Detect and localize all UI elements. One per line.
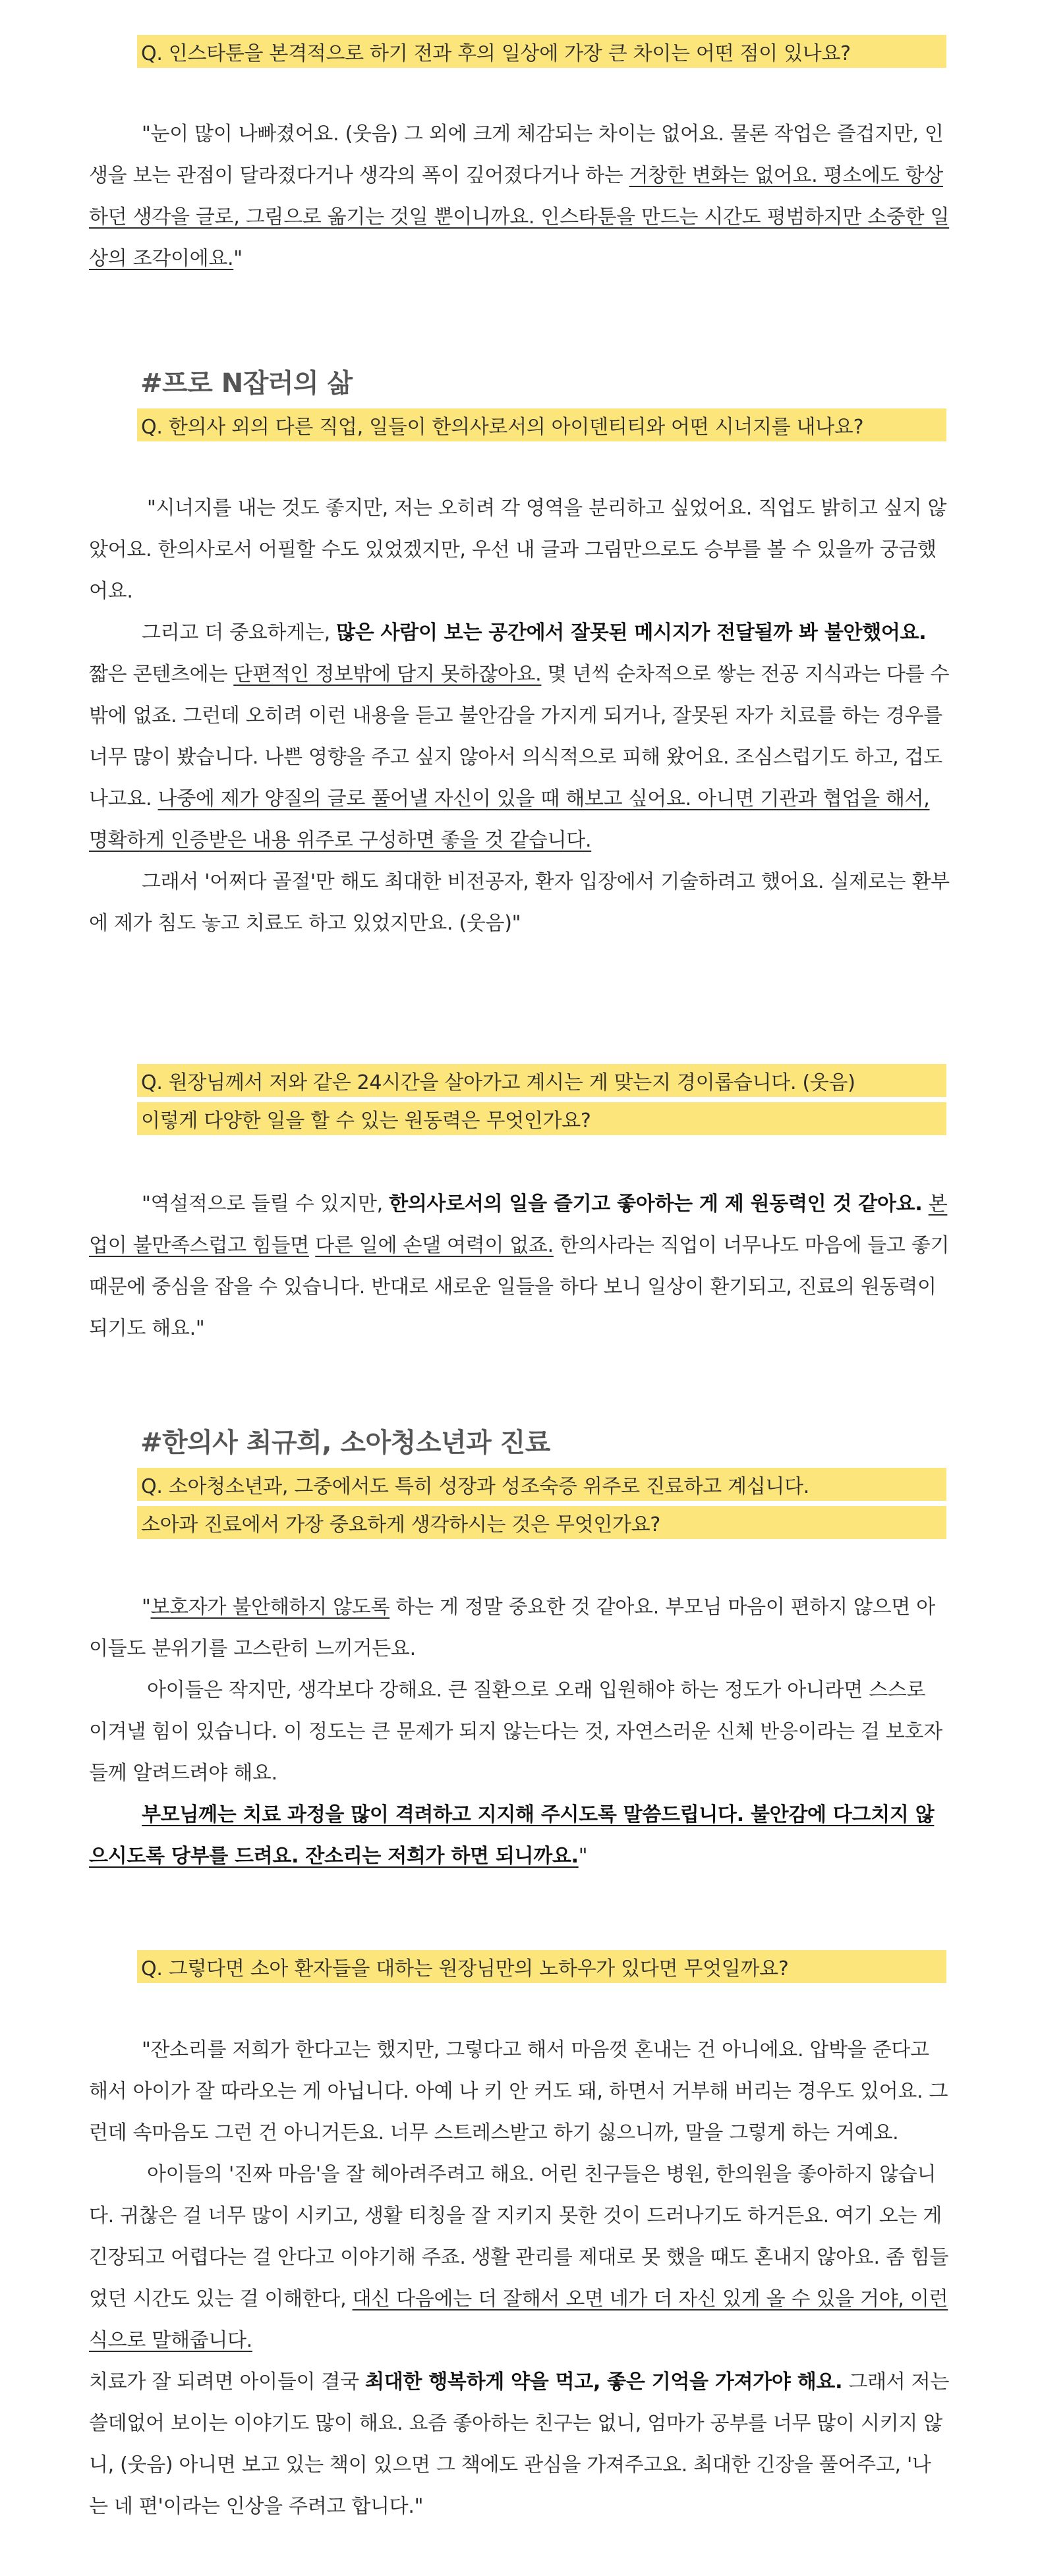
answer-paragraph: 치료가 잘 되려면 아이들이 결국 최대한 행복하게 약을 먹고, 좋은 기억을 가져가야 해요. 그래서 저는 쓸데없어 보이는 이야기도 많이 해요. 요즘 좋아하는 친구는 없니, 엄마가 공부를 너무 많이 시키지 않니, (웃음) 아니면 보고 있는 책이 있으면 그 책에도 관심을 가져주고요. 최대한 긴장을 풀어주고, '나는 네 편'이라는 인상을 주려고 합니다." [89, 2370, 950, 2518]
question-highlight: Q. 소아청소년과, 그중에서도 특히 성장과 성조숙증 위주로 진료하고 계십니다. [137, 1468, 946, 1501]
question-3 [137, 1064, 946, 1140]
bold-text: 최대한 행복하게 약을 먹고, 좋은 기억을 가져가야 해요. [365, 2370, 843, 2394]
answer-paragraph: "보호자가 불안해하지 않도록 하는 게 정말 중요한 것 같아요. 부모님 마음이 편하지 않으면 아이들도 분위기를 고스란히 느끼거든요. [89, 1596, 935, 1660]
bold-underlined-text: 부모님께는 치료 과정을 많이 격려하고 지지해 주시도록 말씀드립니다. 불안감에 다그치지 않으시도록 당부를 드려요. 잔소리는 저희가 하면 되니까요. [89, 1803, 935, 1868]
question-highlight: 이렇게 다양한 일을 할 수 있는 원동력은 무엇인가요? [137, 1102, 946, 1135]
answer-5 [89, 2029, 950, 2527]
question-4 [137, 1468, 946, 1544]
answer-2 [89, 488, 950, 944]
underlined-text: 다른 일에 손댈 여력이 없죠. [315, 1234, 554, 1257]
underlined-text: 보호자가 불안해하지 않도록 [150, 1596, 390, 1619]
answer-paragraph: 그리고 더 중요하게는, 많은 사람이 보는 공간에서 잘못된 메시지가 전달될까 봐 불안했어요. 짧은 콘텐츠에는 단편적인 정보밖에 담지 못하잖아요. 몇 년씩 순차적으로 쌓는 전공 지식과는 다를 수밖에 없죠. 그런데 오히려 이런 내용을 듣고 불안감을 가지게 되거나, 잘못된 자가 치료를 하는 경우를 너무 많이 봤습니다. 나쁜 영향을 주고 싶지 않아서 의식적으로 피해 왔어요. 조심스럽기도 하고, 겁도 나고요. 나중에 제가 양질의 글로 풀어낼 자신이 있을 때 해보고 싶어요. 아니면 기관과 협업을 해서, 명확하게 인증받은 내용 위주로 구성하면 좋을 것 같습니다. [89, 621, 950, 852]
underlined-text: 나중에 제가 양질의 글로 풀어낼 자신이 있을 때 해보고 싶어요. 아니면 기관과 협업을 해서, 명확하게 인증받은 내용 위주로 구성하면 좋을 것 같습니다. [89, 787, 930, 852]
bold-text: 한의사로서의 일을 즐기고 좋아하는 게 제 원동력인 것 같아요. [389, 1192, 923, 1216]
answer-paragraph: 부모님께는 치료 과정을 많이 격려하고 지지해 주시도록 말씀드립니다. 불안감에 다그치지 않으시도록 당부를 드려요. 잔소리는 저희가 하면 되니까요." [89, 1803, 935, 1868]
question-5 [137, 1950, 946, 1988]
bold-text: 많은 사람이 보는 공간에서 잘못된 메시지가 전달될까 봐 불안했어요. [336, 621, 927, 644]
answer-paragraph: "잔소리를 저희가 한다고는 했지만, 그렇다고 해서 마음껏 혼내는 건 아니에요. 압박을 준다고 해서 아이가 잘 따라오는 게 아닙니다. 아예 나 키 안 커도 돼, 하면서 거부해 버리는 경우도 있어요. 그런데 속마음도 그런 건 아니거든요. 너무 스트레스받고 하기 싫으니까, 말을 그렇게 하는 거예요. [89, 2038, 948, 2144]
question-highlight: Q. 한의사 외의 다른 직업, 일들이 한의사로서의 아이덴티티와 어떤 시너지를 내나요? [137, 408, 946, 441]
answer-paragraph: "눈이 많이 나빠졌어요. (웃음) 그 외에 크게 체감되는 차이는 없어요. 물론 작업은 즐겁지만, 인생을 보는 관점이 달라졌다거나 생각의 폭이 깊어졌다거나 하는 거창한 변화는 없어요. 평소에도 항상 하던 생각을 글로, 그림으로 옮기는 것일 뿐이니까요. 인스타툰을 만드는 시간도 평범하지만 소중한 일상의 조각이에요." [89, 123, 950, 270]
answer-paragraph: "시너지를 내는 것도 좋지만, 저는 오히려 각 영역을 분리하고 싶었어요. 직업도 밝히고 싶지 않았어요. 한의사로서 어필할 수도 있었겠지만, 우선 내 글과 그림만으로도 승부를 볼 수 있을까 궁금했어요. [89, 497, 947, 603]
section-title-n-jobber: #프로 N잡러의 삶 [140, 368, 353, 399]
answer-4 [89, 1586, 950, 1877]
answer-3 [89, 1183, 950, 1349]
answer-paragraph: 그래서 '어쩌다 골절'만 해도 최대한 비전공자, 환자 입장에서 기술하려고 했어요. 실제로는 환부에 제가 침도 놓고 치료도 하고 있었지만요. (웃음)" [89, 870, 950, 935]
question-1 [137, 35, 946, 73]
question-highlight: Q. 원장님께서 저와 같은 24시간을 살아가고 계시는 게 맞는지 경이롭습니다. (웃음) [137, 1064, 946, 1097]
question-highlight: 소아과 진료에서 가장 중요하게 생각하시는 것은 무엇인가요? [137, 1506, 946, 1539]
answer-paragraph: 아이들은 작지만, 생각보다 강해요. 큰 질환으로 오래 입원해야 하는 정도가 아니라면 스스로 이겨낼 힘이 있습니다. 이 정도는 큰 문제가 되지 않는다는 것, 자연스러운 신체 반응이라는 걸 보호자들께 알려드려야 해요. [89, 1679, 942, 1785]
question-highlight: Q. 그렇다면 소아 환자들을 대하는 원장님만의 노하우가 있다면 무엇일까요? [137, 1950, 946, 1983]
answer-1 [89, 113, 950, 279]
question-2 [137, 408, 946, 447]
underlined-text: 단편적인 정보밖에 담지 못하잖아요. [233, 663, 542, 686]
underlined-text: 거창한 변화는 없어요. 평소에도 항상 하던 생각을 글로, 그림으로 옮기는 것일 뿐이니까요. 인스타툰을 만드는 시간도 평범하지만 소중한 일상의 조각이에요. [89, 164, 950, 270]
answer-paragraph: "역설적으로 들릴 수 있지만, 한의사로서의 일을 즐기고 좋아하는 게 제 원동력인 것 같아요. 본업이 불만족스럽고 힘들면 다른 일에 손댈 여력이 없죠. 한의사라는 직업이 너무나도 마음에 들고 좋기 때문에 중심을 잡을 수 있습니다. 반대로 새로운 일들을 하다 보니 일상이 환기되고, 진료의 원동력이 되기도 해요." [89, 1192, 950, 1340]
section-title-pediatrics: #한의사 최규희, 소아청소년과 진료 [140, 1428, 550, 1458]
question-highlight: Q. 인스타툰을 본격적으로 하기 전과 후의 일상에 가장 큰 차이는 어떤 점이 있나요? [137, 35, 946, 68]
underlined-text: 대신 다음에는 더 잘해서 오면 네가 더 자신 있게 올 수 있을 거야, 이런 식으로 말해줍니다. [89, 2287, 948, 2352]
answer-paragraph: 아이들의 '진짜 마음'을 잘 헤아려주려고 해요. 어린 친구들은 병원, 한의원을 좋아하지 않습니다. 귀찮은 걸 너무 많이 시키고, 생활 티칭을 잘 지키지 못한 것이 드러나기도 하거든요. 여기 오는 게 긴장되고 어렵다는 걸 안다고 이야기해 주죠. 생활 관리를 제대로 못 했을 때도 혼내지 않아요. 좀 힘들었던 시간도 있는 걸 이해한다, 대신 다음에는 더 잘해서 오면 네가 더 자신 있게 올 수 있을 거야, 이런 식으로 말해줍니다. [89, 2163, 949, 2352]
underlined-text: 본업이 불만족스럽고 힘들면 [89, 1192, 948, 1257]
